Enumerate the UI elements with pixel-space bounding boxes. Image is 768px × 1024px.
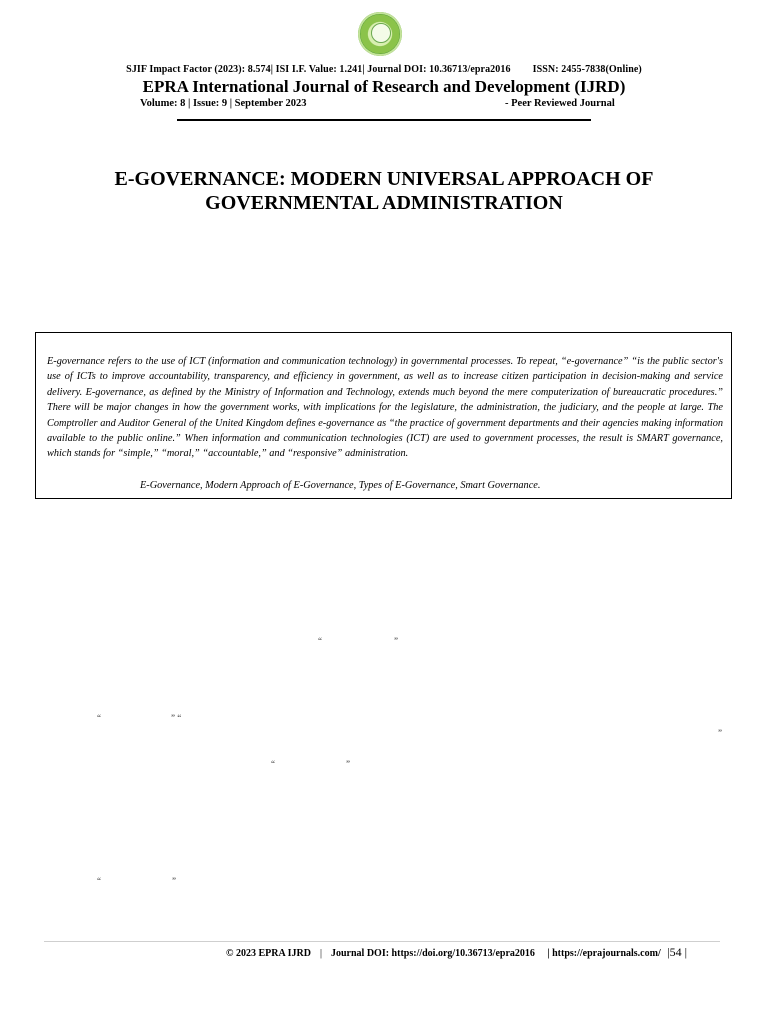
impact-factor-text: SJIF Impact Factor (2023): 8.574| ISI I.F. Value: 1.241| Journal DOI: 10.36713/epra2016 — [126, 64, 511, 75]
page-number: |54 | — [667, 945, 688, 959]
stray-quote: ” — [346, 759, 350, 769]
footer-website-link[interactable]: | https://eprajournals.com/ — [547, 948, 661, 959]
stray-quote: ” — [172, 876, 176, 886]
stray-quote: “ — [271, 759, 275, 769]
issn-text: ISSN: 2455-7838(Online) — [532, 64, 642, 75]
header-divider — [177, 119, 591, 121]
paper-title: E-GOVERNANCE: MODERN UNIVERSAL APPROACH OF GOVERNMENTAL ADMINISTRATION — [114, 168, 654, 214]
page-footer: © 2023 EPRA IJRD | Journal DOI: https://doi.org/10.36713/epra2016 | https://eprajournals.com/ |54 | — [226, 945, 688, 959]
abstract-text: E-governance refers to the use of ICT (information and communication technology) in governmental processes. To repeat, “e-governance” “is the public sector's use of ICTs to improve accountability, transparency, and efficiency in government, as well as to increase citizen participation in decision-making and service delivery. E-governance, as defined by the Ministry of Information and Technology, extends much beyond the mere computerization of bureaucratic procedures.” There will be major changes in how the government works, with implications for the legislature, the administration, the judiciary, and the people at large. The Comptroller and Auditor General of the United Kingdom defines e-governance as “the practice of government departments and their agencies making information available to the public online.” When information and communication technologies (ICT) are used to government processes, the result is SMART governance, which stands for “simple,” “moral,” “accountable,” and “responsive” administration. — [47, 356, 723, 460]
footer-doi-link[interactable]: Journal DOI: https://doi.org/10.36713/epra2016 — [331, 948, 535, 959]
stray-quote: ” “ — [171, 713, 182, 723]
stray-quote: ” — [394, 636, 398, 646]
volume-issue: Volume: 8 | Issue: 9 | September 2023 — [140, 98, 307, 109]
journal-title: EPRA International Journal of Research and Development (IJRD) — [142, 77, 626, 96]
stray-quote: “ — [97, 713, 101, 723]
journal-metrics — [0, 64, 768, 75]
copyright-text: © 2023 EPRA IJRD — [226, 948, 311, 959]
keywords: E-Governance, Modern Approach of E-Governance, Types of E-Governance, Smart Governance. — [140, 480, 541, 491]
stray-quote: ” — [718, 728, 722, 738]
footer-divider — [44, 941, 720, 942]
journal-logo — [358, 12, 402, 56]
stray-quote: “ — [318, 636, 322, 646]
peer-reviewed-label: - Peer Reviewed Journal — [505, 98, 615, 109]
stray-quote: “ — [97, 876, 101, 886]
logo-emblem-icon — [371, 23, 391, 43]
